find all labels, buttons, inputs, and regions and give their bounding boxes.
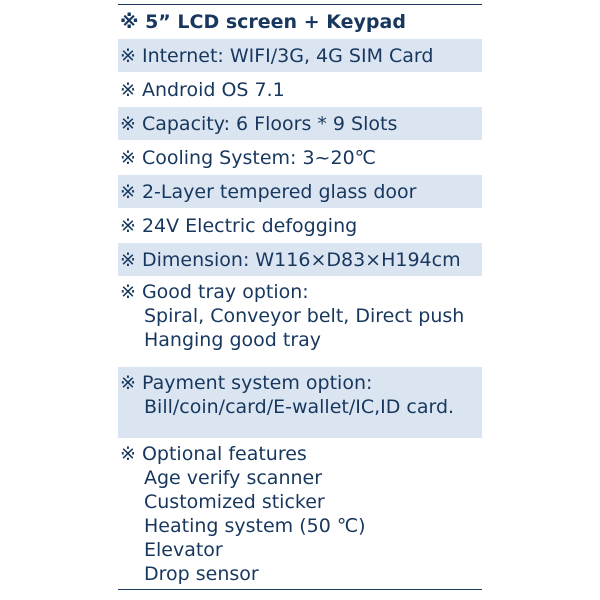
- spec-row-defogging: [118, 209, 482, 243]
- spec-tray-line: Hanging good tray: [144, 329, 322, 351]
- spec-row-features: [118, 439, 482, 589]
- spec-row-title: [118, 5, 482, 39]
- spec-feature-line: Age verify scanner: [144, 467, 323, 489]
- spec-features-heading: ※ Optional features: [120, 443, 307, 465]
- spec-feature-line: Customized sticker: [144, 491, 325, 513]
- spec-table: [118, 4, 482, 590]
- spec-defogging: ※ 24V Electric defogging: [120, 215, 358, 237]
- spec-row-capacity: [118, 107, 482, 141]
- spec-row-internet: [118, 39, 482, 73]
- spec-payment-line: Bill/coin/card/E-wallet/IC,ID card.: [144, 396, 455, 418]
- spec-capacity: ※ Capacity: 6 Floors * 9 Slots: [120, 113, 398, 135]
- spec-title: ※ 5” LCD screen + Keypad: [120, 11, 406, 33]
- spec-glass: ※ 2-Layer tempered glass door: [120, 181, 417, 203]
- spec-row-tray: [118, 277, 482, 367]
- spec-row-payment: [118, 367, 482, 439]
- spec-cooling: ※ Cooling System: 3~20℃: [120, 147, 376, 169]
- bottom-divider: [118, 589, 482, 590]
- spec-payment-heading: ※ Payment system option:: [120, 372, 373, 394]
- spec-feature-line: Drop sensor: [144, 563, 259, 585]
- spec-internet: ※ Internet: WIFI/3G, 4G SIM Card: [120, 45, 434, 67]
- spec-os: ※ Android OS 7.1: [120, 79, 285, 101]
- spec-tray-heading: ※ Good tray option:: [120, 281, 309, 303]
- spec-row-dimension: [118, 243, 482, 277]
- spec-row-glass: [118, 175, 482, 209]
- spec-row-os: [118, 73, 482, 107]
- spec-tray-line: Spiral, Conveyor belt, Direct push: [144, 305, 465, 327]
- spec-row-cooling: [118, 141, 482, 175]
- spec-dimension: ※ Dimension: W116×D83×H194cm: [120, 249, 461, 271]
- spec-feature-line: Heating system (50 ℃): [144, 515, 366, 537]
- spec-feature-line: Elevator: [144, 539, 223, 561]
